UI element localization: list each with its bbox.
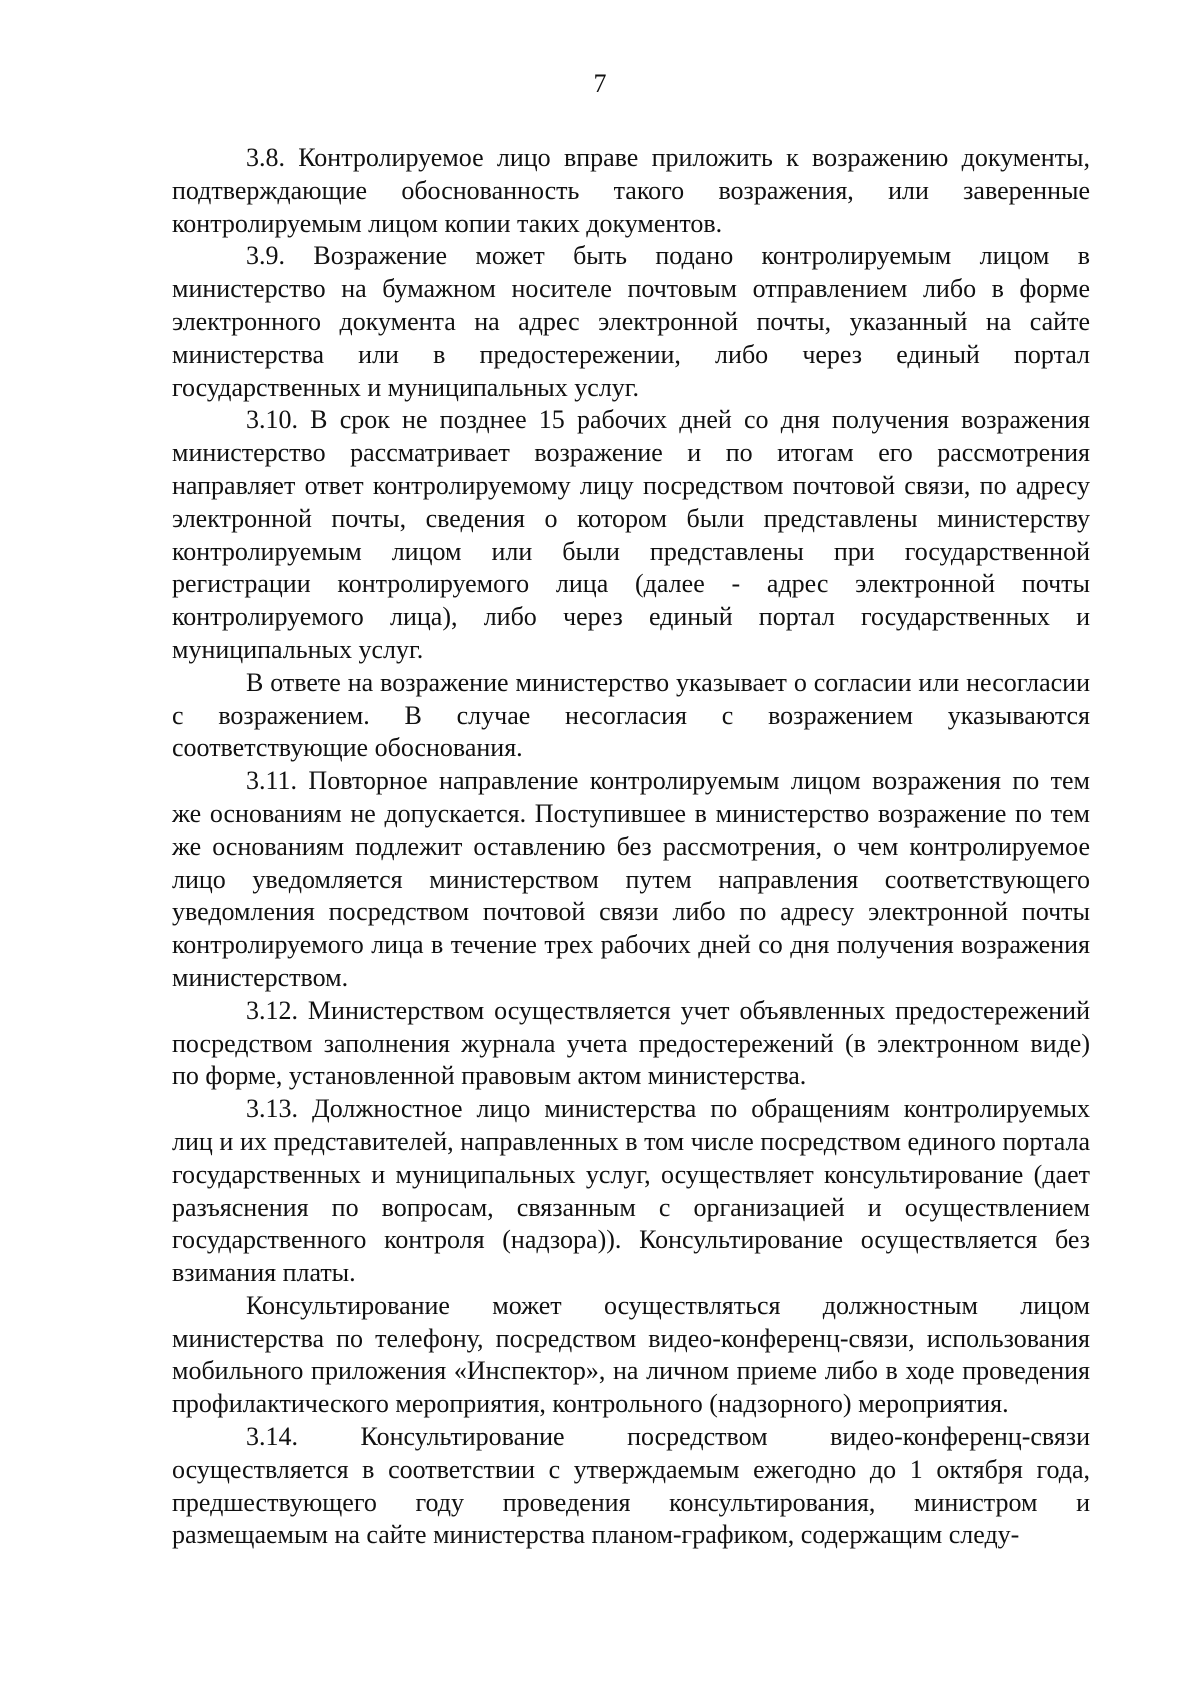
paragraph-3-10-response: В ответе на возражение министерство указывает о согласии или несогласии с возражением. В случае несогласия с возражением указываются соответствующие обоснования.: [172, 667, 1090, 763]
paragraph-3-9: 3.9. Возражение может быть подано контролируемым лицом в министерство на бумажном носителе почтовым отправлением либо в форме электронного документа на адрес электронной почты, указанный на сайте министерства или в предостережении, либо через единый портал государственных и муниципальных услуг.: [172, 241, 1090, 402]
paragraph-3-11: 3.11. Повторное направление контролируемым лицом возражения по тем же основаниям не допускается. Поступившее в министерство возражение по тем же основаниям подлежит оставлению без рассмотрения, о чем контролируемое лицо уведомляется министерством путем направления соответствующего уведомления посредством почтовой связи либо по адресу электронной почты контролируемого лица в течение трех рабочих дней со дня получения возражения министерством.: [172, 766, 1090, 992]
paragraph-3-13: 3.13. Должностное лицо министерства по обращениям контролируемых лиц и их представителей, направленных в том числе посредством единого портала государственных и муниципальных услуг, осуществляет консультирование (дает разъяснения по вопросам, связанным с организацией и осуществлением государственного контроля (надзора)). Консультирование осуществляется без взимания платы.: [172, 1094, 1090, 1288]
paragraph-3-8: 3.8. Контролируемое лицо вправе приложить к возражению документы, подтверждающие обоснованность такого возражения, или заверенные контролируемым лицом копии таких документов.: [172, 143, 1090, 238]
paragraph-3-10: 3.10. В срок не позднее 15 рабочих дней со дня получения возражения министерство рассматривает возражение и по итогам его рассмотрения направляет ответ контролируемому лицу посредством почтовой связи, по адресу электронной почты, сведения о котором были представлены министерству контролируемым лицом или были представлены при государственной регистрации контролируемого лица (далее - адрес электронной почты контролируемого лица), либо через единый портал государственных и муниципальных услуг.: [172, 405, 1090, 664]
document-body: [172, 142, 1090, 1552]
paragraph-3-12: 3.12. Министерством осуществляется учет объявленных предостережений посредством заполнения журнала учета предостережений (в электронном виде) по форме, установленной правовым актом министерства.: [172, 995, 1090, 1091]
page-number: 7: [593, 69, 607, 98]
paragraph-3-13-consultation: Консультирование может осуществляться должностным лицом министерства по телефону, посредством видео-конференц-связи, использования мобильного приложения «Инспектор», на личном приеме либо в ходе проведения профилактического мероприятия, контрольного (надзорного) мероприятия.: [172, 1290, 1090, 1419]
paragraph-3-14: 3.14. Консультирование посредством видео-конференц-связи осуществляется в соответствии с утверждаемым ежегодно до 1 октября года, предшествующего году проведения консультирования, министром и размещаемым на сайте министерства планом-графиком, содержащим следу-: [172, 1422, 1090, 1550]
